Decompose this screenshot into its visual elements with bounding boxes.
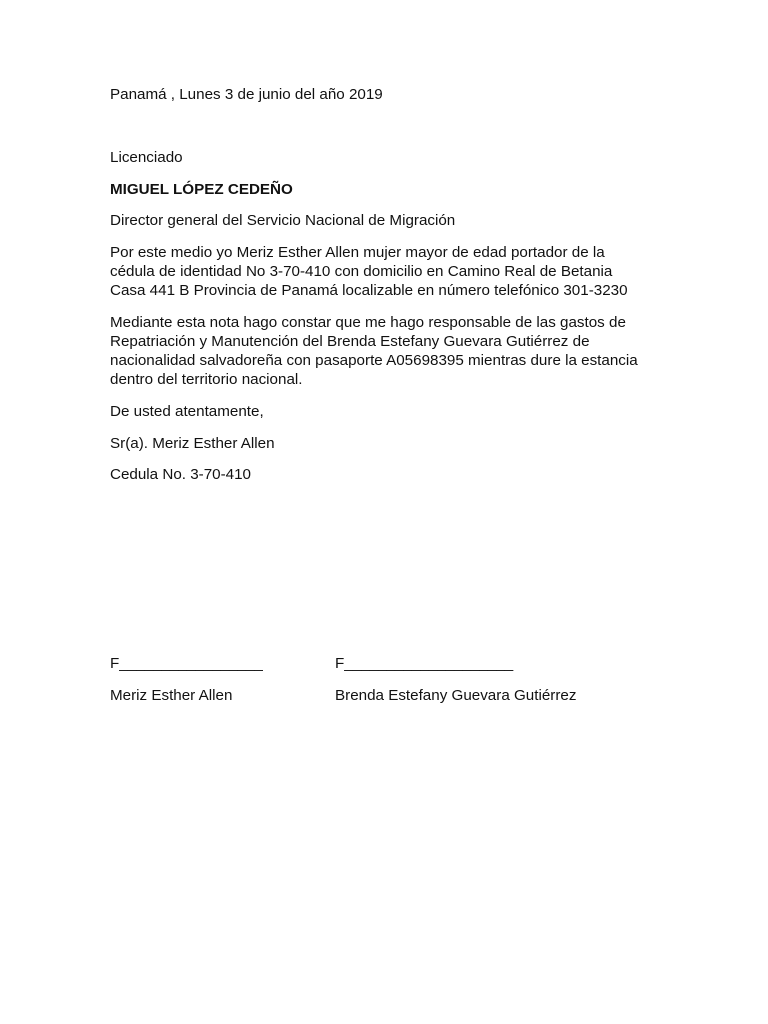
paragraph-line: Repatriación y Manutención del Brenda Estefany Guevara Gutiérrez de <box>110 333 590 350</box>
signer-id: Cedula No. 3-70-410 <box>110 466 251 483</box>
signature-line-right: F____________________ <box>335 655 514 672</box>
salutation-title: Licenciado <box>110 149 183 166</box>
signature-line-left: F_________________ <box>110 655 263 672</box>
paragraph-line: Por este medio yo Meriz Esther Allen mujer mayor de edad portador de la <box>110 244 605 261</box>
recipient-name: MIGUEL LÓPEZ CEDEÑO <box>110 181 293 198</box>
paragraph-line: Mediante esta nota hago constar que me hago responsable de las gastos de <box>110 314 626 331</box>
signature-name-right: Brenda Estefany Guevara Gutiérrez <box>335 687 577 704</box>
paragraph-line: Casa 441 B Provincia de Panamá localizable en número telefónico 301-3230 <box>110 282 628 299</box>
paragraph-introduction <box>110 243 670 300</box>
paragraph-responsibility <box>110 313 670 389</box>
paragraph-line: cédula de identidad No 3-70-410 con domicilio en Camino Real de Betania <box>110 263 613 280</box>
paragraph-line: dentro del territorio nacional. <box>110 371 303 388</box>
date-line: Panamá , Lunes 3 de junio del año 2019 <box>110 86 383 103</box>
closing: De usted atentamente, <box>110 403 264 420</box>
recipient-position: Director general del Servicio Nacional de Migración <box>110 212 456 229</box>
signature-name-left: Meriz Esther Allen <box>110 687 233 704</box>
paragraph-line: nacionalidad salvadoreña con pasaporte A05698395 mientras dure la estancia <box>110 352 638 369</box>
signer-name: Sr(a). Meriz Esther Allen <box>110 435 275 452</box>
